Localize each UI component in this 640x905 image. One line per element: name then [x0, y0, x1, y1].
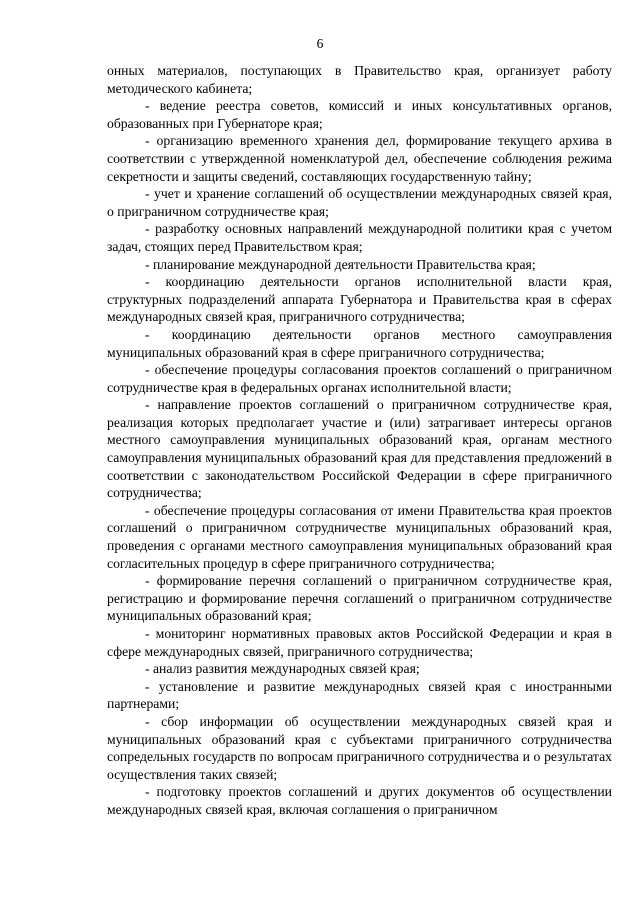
paragraph: - организацию временного хранения дел, формирование текущего архива в соответствии с утвержденной номенклатурой дел, обеспечение соблюдения режима секретности и защиты сведений, составляющих государственную тайну;	[107, 133, 612, 184]
paragraph: - обеспечение процедуры согласования от имени Правительства края проектов соглашений о приграничном сотрудничестве муниципальных образований края, проведения с органами местного самоуправления муниципальных образований края согласительных процедур в сфере приграничного сотрудничества;	[107, 502, 612, 571]
paragraph: - обеспечение процедуры согласования проектов соглашений о приграничном сотрудничестве края в федеральных органах исполнительной власти;	[107, 362, 612, 395]
paragraph: - мониторинг нормативных правовых актов Российской Федерации и края в сфере международных связей, приграничного сотрудничества;	[107, 626, 612, 659]
paragraph: - координацию деятельности органов местного самоуправления муниципальных образований края в сфере приграничного сотрудничества;	[107, 326, 612, 360]
paragraph: - направление проектов соглашений о приграничном сотрудничестве края, реализация которых предполагает участие и (или) затрагивает интересы органов местного самоуправления муниципальных образований края, органам местного самоуправления муниципальных образований края для представления предложений в соответствии с законодательством Российской Федерации в сфере приграничного сотрудничества;	[107, 397, 612, 501]
paragraph: - ведение реестра советов, комиссий и иных консультативных органов, образованных при Губернаторе края;	[107, 98, 612, 131]
paragraph: - планирование международной деятельности Правительства края;	[145, 256, 536, 272]
paragraph: - учет и хранение соглашений об осуществлении международных связей края, о приграничном сотрудничестве края;	[107, 186, 612, 219]
paragraph: - подготовку проектов соглашений и других документов об осуществлении международных связей края, включая соглашения о приграничном	[107, 784, 612, 817]
paragraph: - анализ развития международных связей края;	[145, 661, 420, 677]
paragraph: - сбор информации об осуществлении международных связей края и муниципальных образований края с субъектами приграничного сотрудничества сопредельных государств по вопросам приграничного сотрудничества и о результатах осуществления таких связей;	[107, 713, 612, 782]
paragraph: - установление и развитие международных связей края с иностранными партнерами;	[107, 678, 612, 712]
paragraph: - координацию деятельности органов исполнительной власти края, структурных подразделений аппарата Губернатора и Правительства края в сферах международных связей края, приграничного сотрудничества;	[107, 274, 612, 325]
paragraph: онных материалов, поступающих в Правительство края, организует работу методического кабинета;	[107, 63, 612, 96]
paragraph: - разработку основных направлений международной политики края с учетом задач, стоящих перед Правительством края;	[107, 221, 612, 254]
page-number: 6	[316, 36, 324, 51]
document-body	[107, 62, 612, 819]
paragraph: - формирование перечня соглашений о приграничном сотрудничестве края, регистрацию и формирование перечня соглашений о приграничном сотрудничестве муниципальных образований края;	[107, 573, 612, 624]
